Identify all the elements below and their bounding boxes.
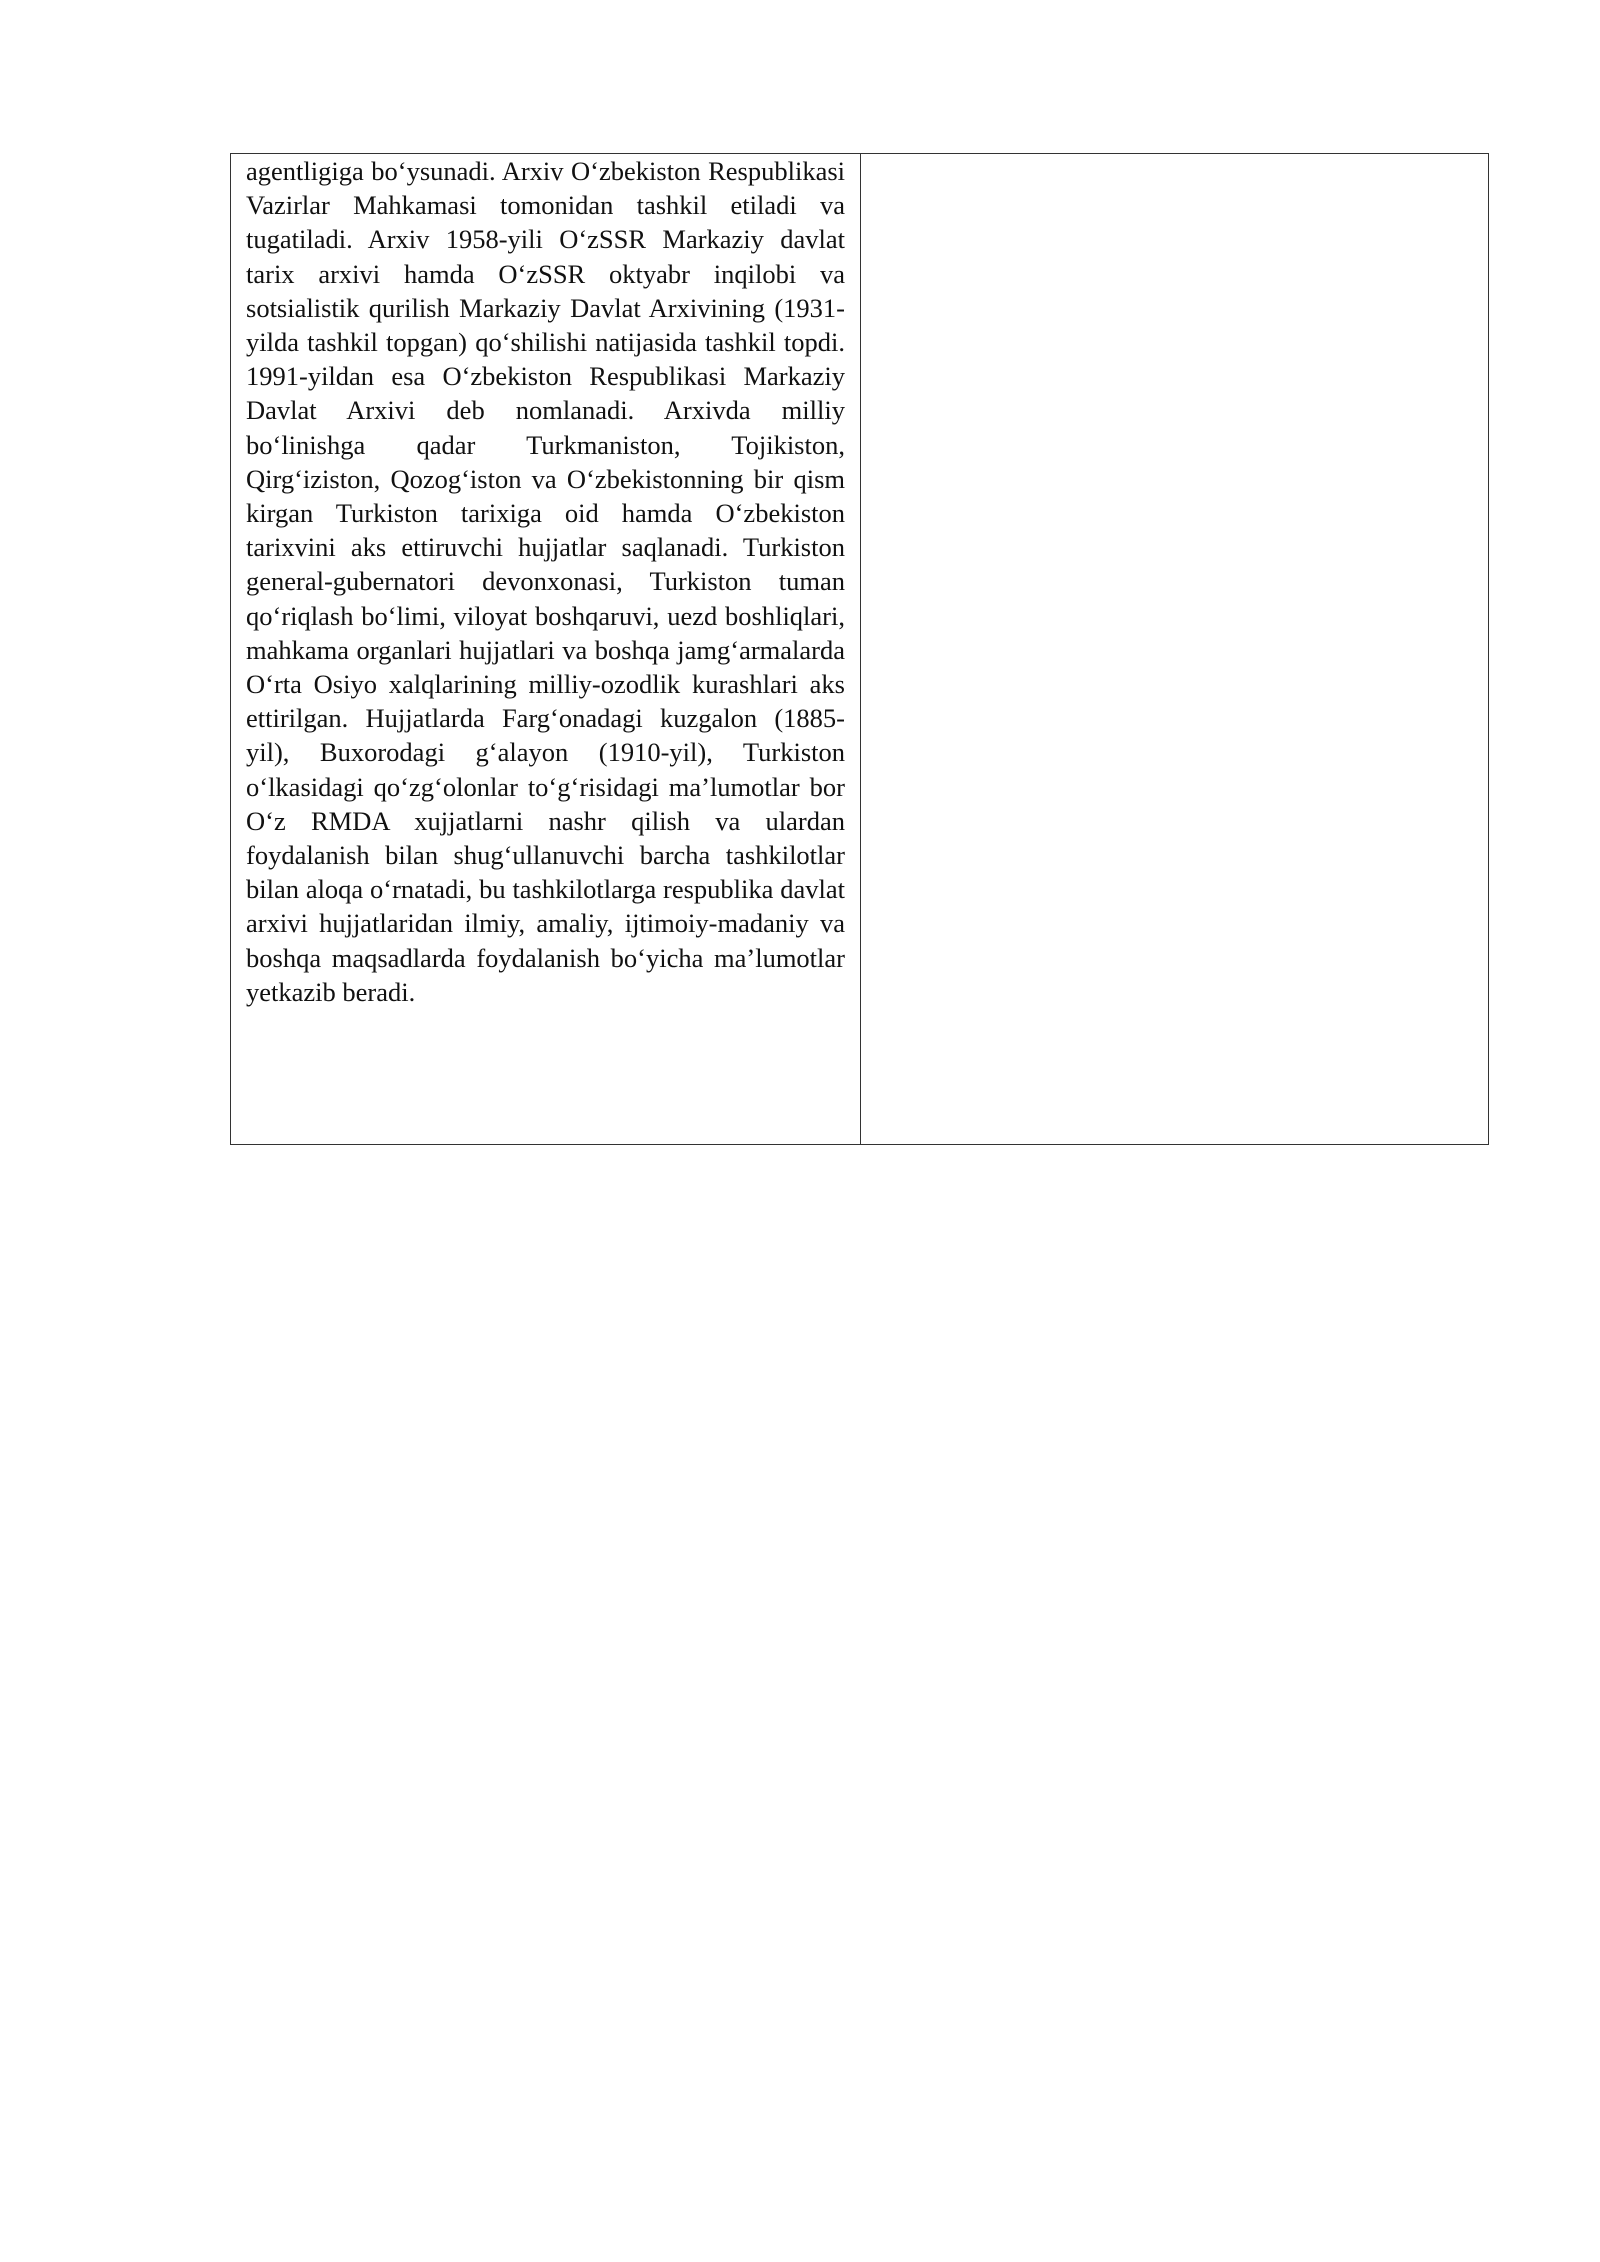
table-cell-right (861, 154, 1488, 1144)
cell-text-paragraph: agentligiga boʻysunadi. Arxiv Oʻzbekiston Respublikasi Vazirlar Mahkamasi tomonidan tashkil etiladi va tugatiladi. Arxiv 1958-yili OʻzSSR Markaziy davlat tarix arxivi hamda OʻzSSR oktyabr inqilobi va sotsialistik qurilish Markaziy Davlat Arxivining (1931-yilda tashkil topgan) qoʻshilishi natijasida tashkil topdi. 1991-yildan esa Oʻzbekiston Respublikasi Markaziy Davlat Arxivi deb nomlanadi. Arxivda milliy boʻlinishga qadar Turkmaniston, Tojikiston, Qirgʻiziston, Qozogʻiston va Oʻzbekistonning bir qism kirgan Turkiston tarixiga oid hamda Oʻzbekiston tarixvini aks ettiruvchi hujjatlar saqlanadi. Turkiston general-gubernatori devonxonasi, Turkiston tuman qoʻriqlash boʻlimi, viloyat boshqaruvi, uezd boshliqlari, mahkama organlari hujjatlari va boshqa jamgʻarmalarda Oʻrta Osiyo xalqlarining milliy-ozodlik kurashlari aks ettirilgan. Hujjatlarda Fargʻonadagi kuzgalon (1885-yil), Buxorodagi gʻalayon (1910-yil), Turkiston oʻlkasidagi qoʻzgʻolonlar toʻgʻrisidagi maʼlumotlar bor Oʻz RMDA xujjatlarni nashr qilish va ulardan foydalanish bilan shugʻullanuvchi barcha tashkilotlar bilan aloqa oʻrnatadi, bu tashkilotlarga respublika davlat arxivi hujjatlaridan ilmiy, amaliy, ijtimoiy-madaniy va boshqa maqsadlarda foydalanish boʻyicha maʼlumotlar yetkazib beradi. (246, 156, 845, 1007)
document-table (230, 153, 1489, 1145)
table-cell-left (231, 154, 861, 1144)
